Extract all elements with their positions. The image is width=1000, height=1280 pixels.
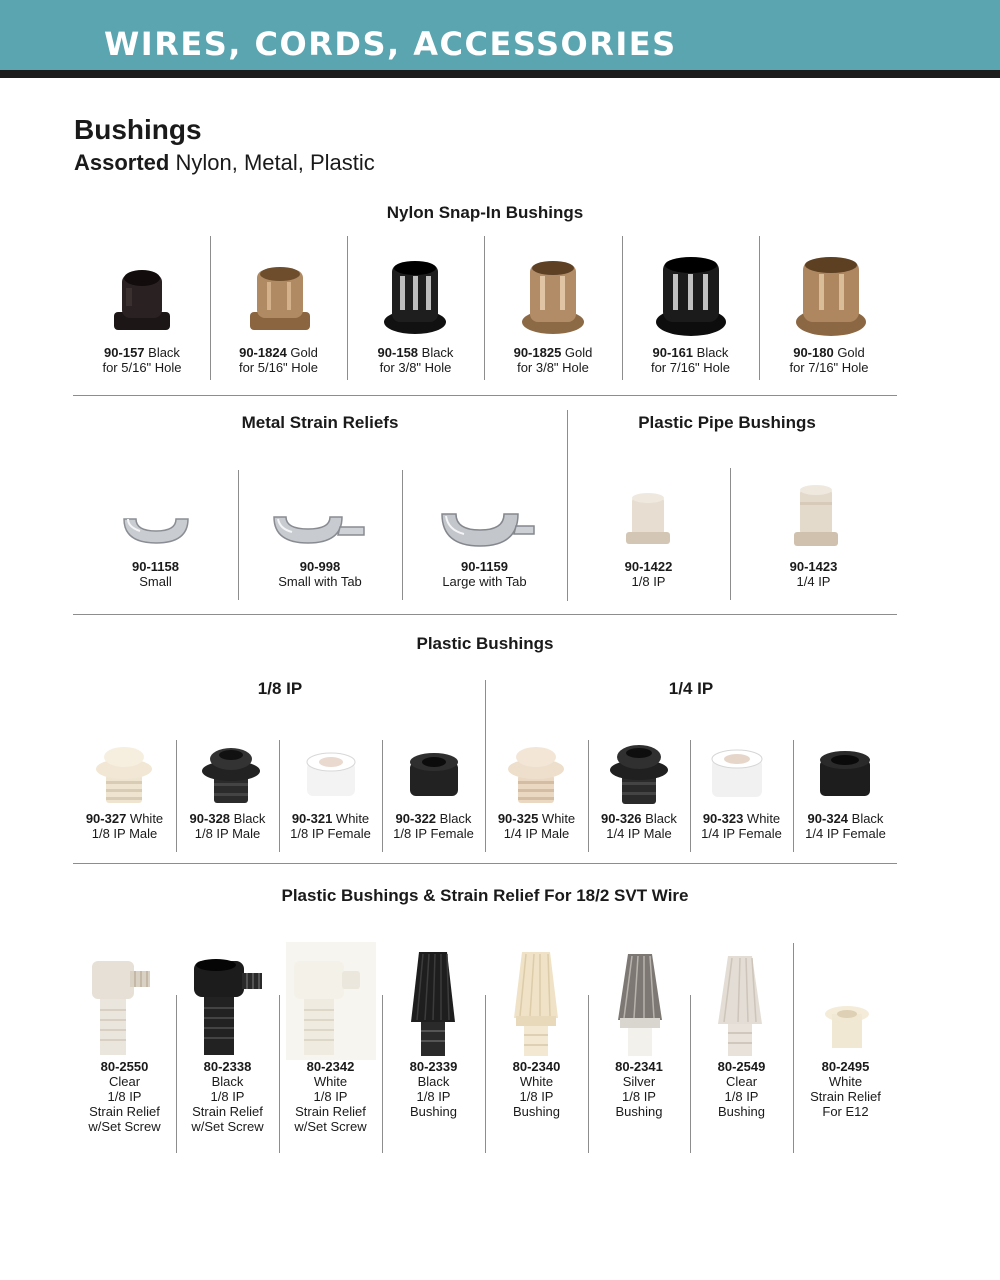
- product-code: 80-2340: [512, 1059, 561, 1074]
- product-desc: for 5/16" Hole: [102, 360, 182, 375]
- metal-strain-relief-small-image: [120, 505, 192, 547]
- pipe-bushing-1-8-image: [622, 492, 674, 550]
- product-line: Strain Relief: [89, 1104, 160, 1119]
- nylon-caption: [622, 345, 759, 375]
- product-desc: 1/8 IP Female: [290, 826, 371, 841]
- product-line: 1/8 IP: [107, 1089, 142, 1104]
- product-line: Clear: [108, 1074, 141, 1089]
- product-code: 90-325: [497, 811, 539, 826]
- product-color: White: [126, 811, 164, 826]
- nylon-caption: [210, 345, 347, 375]
- product-desc: 1/8 IP Male: [194, 826, 261, 841]
- product-desc: for 3/8" Hole: [379, 360, 452, 375]
- svt-strain-relief-white-image: [290, 955, 366, 1059]
- nylon-caption: [484, 345, 622, 375]
- product-line: Black: [211, 1074, 244, 1089]
- product-code: 80-2341: [615, 1059, 663, 1074]
- plastic-caption: [279, 811, 382, 841]
- product-color: Black: [230, 811, 266, 826]
- nylon-caption: [72, 345, 212, 375]
- product-code: 90-327: [85, 811, 127, 826]
- metal-strain-relief-large-tab-image: [438, 502, 538, 550]
- product-line: Bushing: [615, 1104, 663, 1119]
- product-code: 90-157: [104, 345, 145, 360]
- plastic-group-1-4-title: 1/4 IP: [668, 679, 714, 698]
- svt-caption: [690, 1059, 793, 1119]
- product-line: Black: [417, 1074, 450, 1089]
- product-code: 90-180: [793, 345, 834, 360]
- product-desc: for 5/16" Hole: [238, 360, 319, 375]
- product-line: 1/8 IP: [210, 1089, 245, 1104]
- product-code: 90-158: [377, 345, 419, 360]
- svt-bushing-white-image: [508, 948, 564, 1058]
- metal-caption: [238, 559, 402, 589]
- product-line: w/Set Screw: [88, 1119, 161, 1134]
- product-line: Bushing: [513, 1104, 560, 1119]
- product-color: Black: [848, 811, 884, 826]
- product-color: Black: [436, 811, 472, 826]
- product-code: 80-2550: [100, 1059, 149, 1074]
- product-desc: 1/4 IP Male: [503, 826, 570, 841]
- product-color: Gold: [286, 345, 318, 360]
- product-desc: 1/4 IP Female: [701, 826, 782, 841]
- product-code: 90-998: [299, 559, 341, 574]
- product-code: 90-1158: [132, 559, 179, 574]
- product-code: 90-1825: [513, 345, 562, 360]
- banner-title: WIRES, CORDS, ACCESSORIES: [104, 25, 677, 63]
- metal-caption: [73, 559, 238, 589]
- product-line: Strain Relief: [295, 1104, 366, 1119]
- product-line: 1/8 IP: [416, 1089, 451, 1104]
- product-code: 80-2549: [717, 1059, 766, 1074]
- plastic-bushing-white-male-image: [94, 745, 154, 807]
- product-desc: 1/8 IP Male: [91, 826, 158, 841]
- product-desc: for 3/8" Hole: [517, 360, 589, 375]
- svt-caption: [73, 1059, 176, 1134]
- product-line: Strain Relief: [192, 1104, 263, 1119]
- nylon-bushing-gold-small-image: [247, 264, 313, 336]
- metal-section-title: Metal Strain Reliefs: [241, 413, 399, 432]
- product-line: Strain Relief: [810, 1089, 881, 1104]
- plastic-bushing-white-female-image: [301, 748, 361, 802]
- product-line: Bushing: [410, 1104, 457, 1119]
- section-divider: [73, 395, 897, 396]
- svt-caption: [485, 1059, 588, 1119]
- nylon-caption: [347, 345, 484, 375]
- product-line: w/Set Screw: [294, 1119, 367, 1134]
- product-color: Black: [144, 345, 180, 360]
- plastic-caption: [382, 811, 485, 841]
- product-code: 90-161: [652, 345, 694, 360]
- product-code: 90-322: [395, 811, 437, 826]
- product-line: 1/8 IP: [622, 1089, 656, 1104]
- pipe-caption: [567, 559, 730, 589]
- plastic-bushing-white-male-1-4-image: [506, 745, 566, 807]
- metal-caption: [402, 559, 567, 589]
- nylon-bushing-gold-medium-image: [520, 258, 586, 336]
- product-line: Bushing: [718, 1104, 765, 1119]
- product-line: 1/8 IP: [313, 1089, 348, 1104]
- svt-bushing-silver-image: [612, 950, 668, 1058]
- section-divider: [73, 614, 897, 615]
- plastic-caption: [690, 811, 793, 841]
- plastic-caption: [793, 811, 898, 841]
- plastic-caption: [588, 811, 690, 841]
- page-subtitle: [74, 150, 375, 176]
- plastic-caption: [485, 811, 588, 841]
- svt-caption: [279, 1059, 382, 1134]
- product-line: White: [519, 1074, 554, 1089]
- page-title: Bushings: [74, 114, 202, 145]
- product-line: For E12: [822, 1104, 869, 1119]
- pipe-section-title: Plastic Pipe Bushings: [638, 413, 816, 432]
- svt-section-title: Plastic Bushings & Strain Relief For 18/2 SVT Wire: [281, 886, 689, 905]
- product-line: 1/8 IP: [519, 1089, 554, 1104]
- product-desc: Small with Tab: [278, 574, 362, 589]
- product-code: 80-2339: [409, 1059, 458, 1074]
- product-color: Black: [693, 345, 729, 360]
- product-color: Black: [418, 345, 454, 360]
- product-desc: 1/4 IP: [796, 574, 831, 589]
- svt-caption: [176, 1059, 279, 1134]
- product-desc: Small: [139, 574, 172, 589]
- product-code: 90-326: [601, 811, 642, 826]
- product-desc: for 7/16" Hole: [789, 360, 869, 375]
- product-code: 90-1423: [789, 559, 838, 574]
- plastic-bushing-black-female-image: [404, 748, 464, 802]
- product-desc: 1/4 IP Male: [606, 826, 672, 841]
- product-code: 90-328: [189, 811, 231, 826]
- plastic-bushing-black-male-1-4-image: [608, 742, 670, 808]
- svt-caption: [588, 1059, 690, 1119]
- product-color: White: [538, 811, 576, 826]
- product-code: 80-2342: [306, 1059, 355, 1074]
- plastic-bushing-black-female-1-4-image: [814, 746, 876, 802]
- svt-bushing-clear-image: [712, 952, 768, 1058]
- product-code: 80-2338: [203, 1059, 252, 1074]
- plastic-bushing-white-female-1-4-image: [706, 745, 768, 803]
- product-line: w/Set Screw: [191, 1119, 264, 1134]
- subtitle-bold: Assorted: [74, 150, 170, 175]
- metal-strain-relief-small-tab-image: [270, 505, 368, 547]
- product-code: 90-321: [291, 811, 333, 826]
- plastic-group-1-8-title: 1/8 IP: [257, 679, 303, 698]
- product-desc: 1/8 IP Female: [393, 826, 474, 841]
- nylon-bushing-black-large-image: [655, 254, 727, 338]
- product-color: Black: [641, 811, 677, 826]
- plastic-caption: [73, 811, 176, 841]
- product-code: 90-324: [807, 811, 849, 826]
- product-desc: 1/8 IP: [631, 574, 666, 589]
- product-desc: 1/4 IP Female: [805, 826, 886, 841]
- plastic-caption: [176, 811, 279, 841]
- plastic-bushing-black-male-image: [200, 745, 262, 807]
- product-desc: for 7/16" Hole: [650, 360, 731, 375]
- product-color: Gold: [833, 345, 865, 360]
- nylon-bushing-black-small-image: [110, 266, 174, 336]
- svt-strain-relief-clear-image: [88, 955, 154, 1059]
- section-divider: [73, 863, 897, 864]
- product-code: 80-2495: [821, 1059, 870, 1074]
- product-line: White: [313, 1074, 348, 1089]
- divider: [793, 943, 794, 1153]
- subtitle-rest: Nylon, Metal, Plastic: [169, 150, 375, 175]
- pipe-bushing-1-4-image: [790, 484, 842, 552]
- plastic-section-title: Plastic Bushings: [416, 634, 554, 653]
- svt-bushing-black-image: [405, 948, 461, 1058]
- product-color: Gold: [561, 345, 593, 360]
- header-underline: [0, 70, 1000, 78]
- product-code: 90-323: [702, 811, 744, 826]
- product-line: White: [828, 1074, 863, 1089]
- svt-caption: [382, 1059, 485, 1119]
- product-color: White: [332, 811, 370, 826]
- nylon-bushing-black-medium-image: [382, 258, 448, 336]
- product-desc: Large with Tab: [442, 574, 527, 589]
- product-code: 90-1824: [239, 345, 287, 360]
- product-color: White: [743, 811, 781, 826]
- product-line: 1/8 IP: [724, 1089, 759, 1104]
- nylon-section-title: Nylon Snap-In Bushings: [386, 203, 584, 222]
- svt-strain-relief-black-image: [190, 955, 266, 1059]
- product-line: Clear: [725, 1074, 758, 1089]
- product-code: 90-1159: [461, 559, 508, 574]
- product-line: Silver: [622, 1074, 656, 1089]
- nylon-caption: [759, 345, 899, 375]
- nylon-bushing-gold-large-image: [795, 254, 867, 338]
- svt-strain-relief-e12-image: [822, 1004, 872, 1056]
- svt-caption: [793, 1059, 898, 1119]
- pipe-caption: [730, 559, 897, 589]
- product-code: 90-1422: [624, 559, 673, 574]
